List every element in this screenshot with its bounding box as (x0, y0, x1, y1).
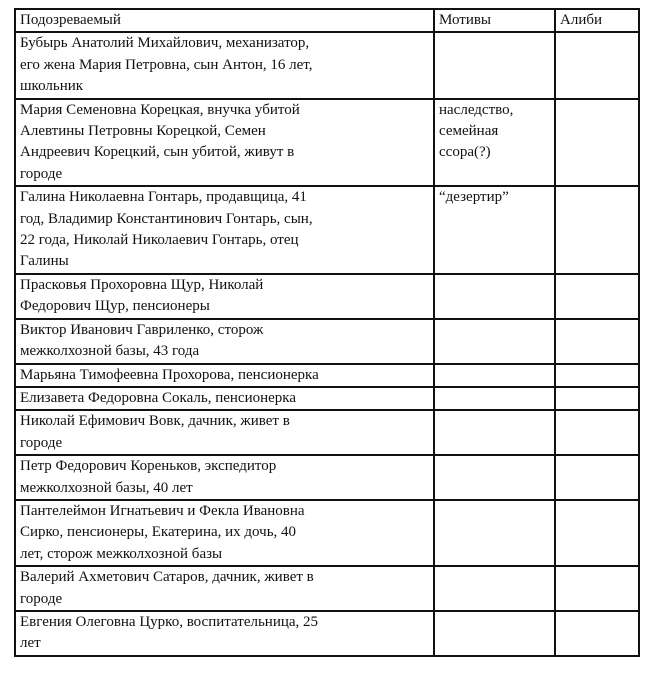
suspect-cell: Петр Федорович Кореньков, экспедитор межколхозной базы, 40 лет (15, 455, 434, 500)
table-row (15, 387, 639, 410)
suspect-cell: Бубырь Анатолий Михайлович, механизатор, его жена Мария Петровна, сын Антон, 16 лет, школьник (15, 32, 434, 98)
alibi-cell (555, 364, 639, 387)
alibi-cell (555, 500, 639, 566)
alibi-cell (555, 410, 639, 455)
motive-cell (434, 274, 555, 319)
suspects-table (14, 8, 640, 657)
suspect-cell: Николай Ефимович Вовк, дачник, живет в городе (15, 410, 434, 455)
suspect-cell: Евгения Олеговна Цурко, воспитательница, 25 лет (15, 611, 434, 656)
alibi-cell (555, 387, 639, 410)
suspect-cell: Мария Семеновна Корецкая, внучка убитой Алевтины Петровны Корецкой, Семен Андреевич Корецкий, сын убитой, живут в городе (15, 99, 434, 187)
header-row (15, 9, 639, 32)
alibi-cell (555, 274, 639, 319)
header-alibi: Алиби (555, 9, 639, 32)
motive-cell (434, 455, 555, 500)
table-row (15, 319, 639, 364)
motive-cell (434, 566, 555, 611)
table-row (15, 455, 639, 500)
suspect-cell: Пантелеймон Игнатьевич и Фекла Ивановна Сирко, пенсионеры, Екатерина, их дочь, 40 лет, сторож межколхозной базы (15, 500, 434, 566)
suspect-cell: Марьяна Тимофеевна Прохорова, пенсионерка (15, 364, 434, 387)
alibi-cell (555, 319, 639, 364)
suspect-cell: Прасковья Прохоровна Щур, Николай Федорович Щур, пенсионеры (15, 274, 434, 319)
motive-cell (434, 387, 555, 410)
table-row (15, 566, 639, 611)
suspect-cell: Елизавета Федоровна Сокаль, пенсионерка (15, 387, 434, 410)
motive-cell (434, 364, 555, 387)
table-row (15, 410, 639, 455)
motive-cell (434, 611, 555, 656)
motive-cell: наследство, семейная ссора(?) (434, 99, 555, 187)
alibi-cell (555, 455, 639, 500)
table-row (15, 274, 639, 319)
table-row (15, 99, 639, 187)
suspect-cell: Галина Николаевна Гонтарь, продавщица, 41 год, Владимир Константинович Гонтарь, сын, 22 года, Николай Николаевич Гонтарь, отец Галины (15, 186, 434, 274)
table-row (15, 186, 639, 274)
motive-cell (434, 410, 555, 455)
motive-cell: “дезертир” (434, 186, 555, 274)
header-suspect: Подозреваемый (15, 9, 434, 32)
table-row (15, 364, 639, 387)
alibi-cell (555, 186, 639, 274)
alibi-cell (555, 32, 639, 98)
suspect-cell: Валерий Ахметович Сатаров, дачник, живет в городе (15, 566, 434, 611)
table-row (15, 611, 639, 656)
table-row (15, 32, 639, 98)
alibi-cell (555, 611, 639, 656)
alibi-cell (555, 566, 639, 611)
alibi-cell (555, 99, 639, 187)
suspect-cell: Виктор Иванович Гавриленко, сторож межколхозной базы, 43 года (15, 319, 434, 364)
motive-cell (434, 500, 555, 566)
motive-cell (434, 319, 555, 364)
header-motives: Мотивы (434, 9, 555, 32)
motive-cell (434, 32, 555, 98)
table-row (15, 500, 639, 566)
